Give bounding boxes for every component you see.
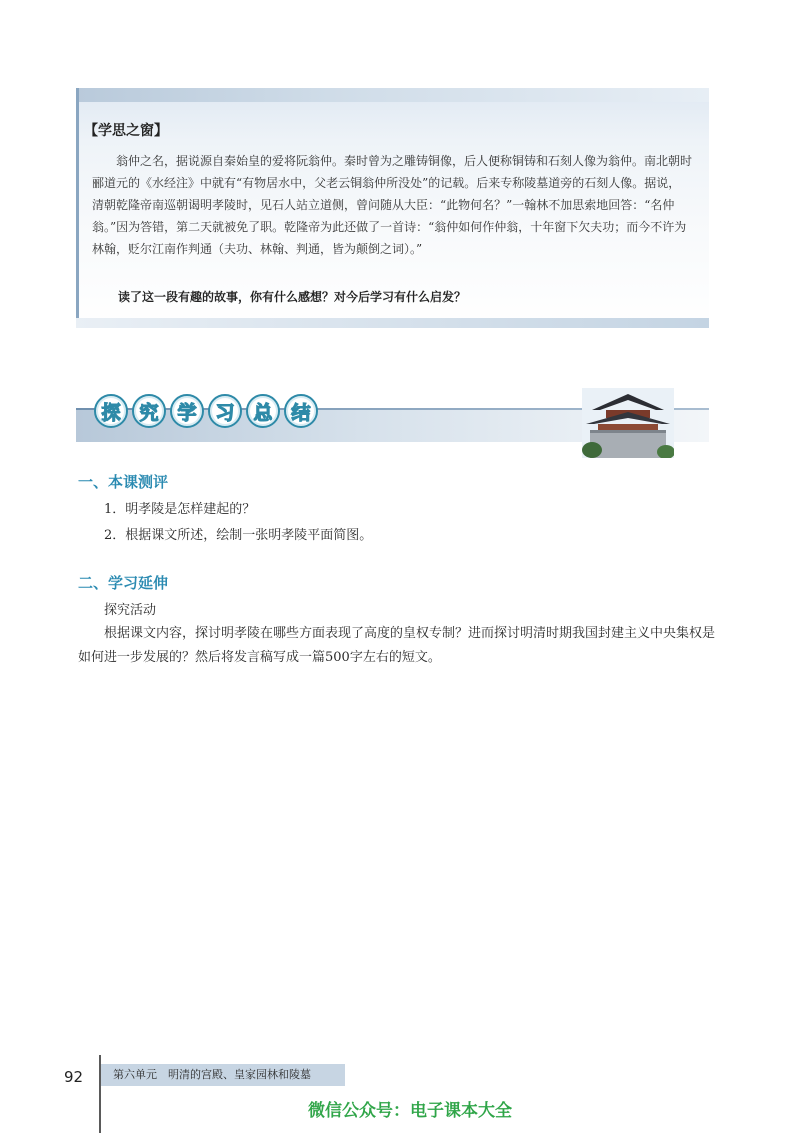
banner-char: 习 — [208, 394, 242, 428]
evaluation-item: 2．根据课文所述，绘制一张明孝陵平面简图。 — [104, 528, 373, 543]
banner-char: 探 — [94, 394, 128, 428]
unit-label: 第六单元 明清的宫殿、皇家园林和陵墓 — [101, 1064, 345, 1086]
activity-subheading: 探究活动 — [104, 603, 157, 618]
banner-char: 结 — [284, 394, 318, 428]
page-number: 92 — [64, 1068, 84, 1086]
window-title: 【学思之窗】 — [84, 123, 168, 139]
activity-paragraph: 根据课文内容，探讨明孝陵在哪些方面表现了高度的皇权专制？进而探讨明清时期我国封建主义中央集权是如何进一步发展的？然后将发言稿写成一篇500字左右的短文。 — [78, 626, 716, 665]
banner-char: 究 — [132, 394, 166, 428]
section-heading-evaluation: 一、本课测评 — [78, 473, 169, 491]
watermark: 微信公众号：电子课本大全 — [308, 1101, 512, 1121]
gate-tower-icon — [582, 388, 674, 458]
window-question: 读了这一段有趣的故事，你有什么感想？对今后学习有什么启发？ — [118, 290, 467, 304]
banner-char: 总 — [246, 394, 280, 428]
window-paragraph: 翁仲之名，据说源自秦始皇的爱将阮翁仲。秦时曾为之雕铸铜像，后人便称铜铸和石刻人像为翁仲。南北朝时郦道元的《水经注》中就有“有物居水中，父老云铜翁仲所没处”的记载。后来专称陵墓道旁的石刻人像。据说，清朝乾隆帝南巡朝谒明孝陵时，见石人站立道侧，曾问随从大臣：“此物何名？”一翰林不加思索地回答：“名仲翁。”因为答错，第二天就被免了职。乾隆帝为此还做了一首诗：“翁仲如何作仲翁，十年窗下欠夫功；而今不许为林翰，贬尔江南作判通（夫功、林翰、判通，皆为颠倒之词）。” — [92, 154, 693, 256]
evaluation-item: 1．明孝陵是怎样建起的？ — [104, 502, 256, 517]
window-left-rule — [76, 88, 79, 328]
section-heading-extension: 二、学习延伸 — [78, 574, 169, 592]
window-top-band — [76, 88, 709, 102]
window-bottom-band — [76, 318, 709, 328]
banner-char: 学 — [170, 394, 204, 428]
banner-title — [94, 394, 318, 428]
